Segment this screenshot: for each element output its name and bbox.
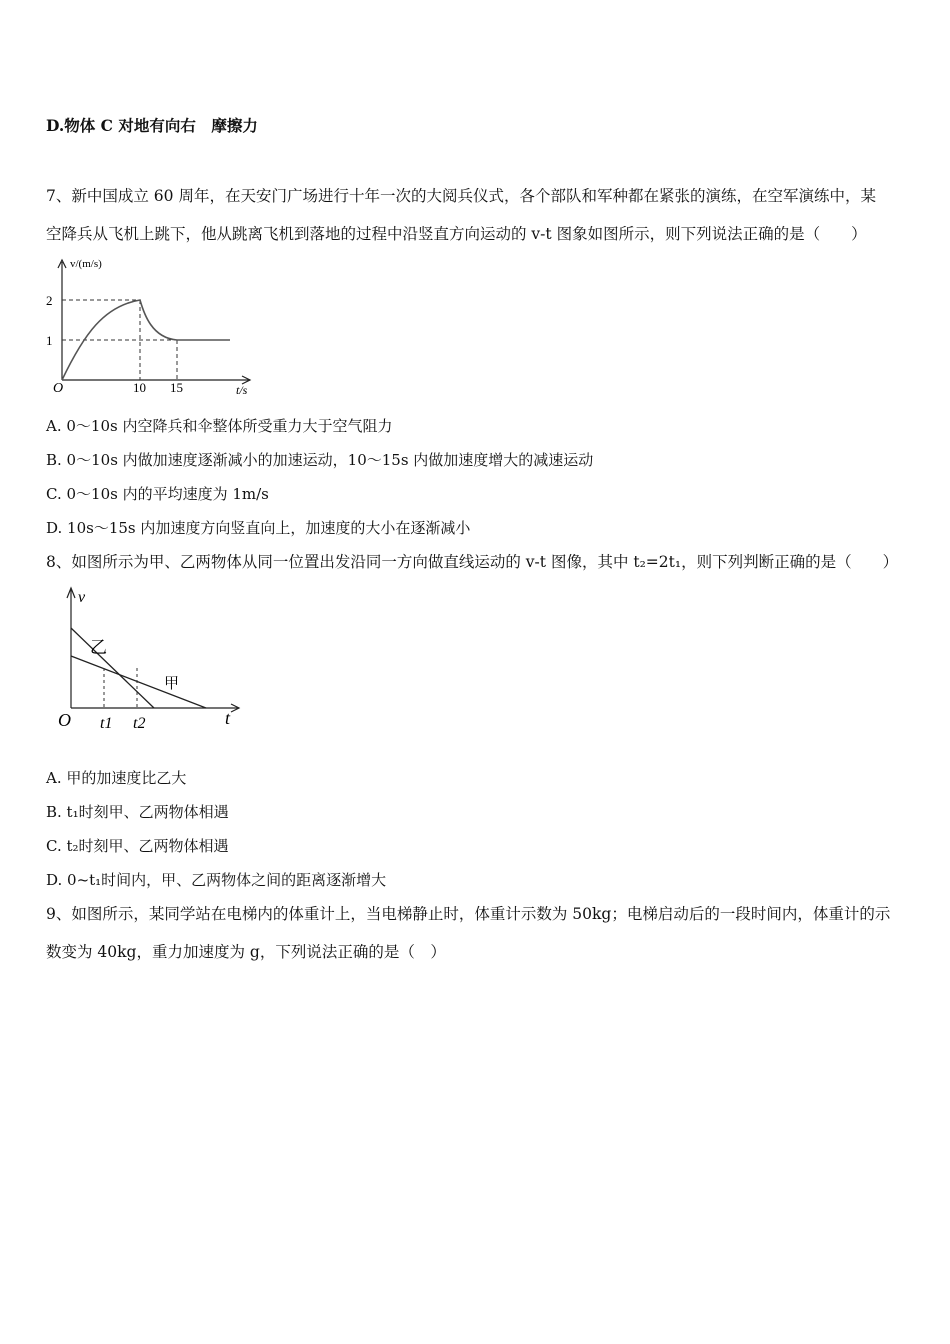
prev-option-d: D.物体 C 对地有向右 摩擦力 (46, 116, 258, 135)
q7-ytick-1: 1 (46, 333, 53, 348)
q7-option-c: C. 0～10s 内的平均速度为 1m/s (46, 485, 269, 503)
q7-origin-label: O (53, 381, 64, 396)
q7-x-label: t/s (236, 383, 248, 397)
q8-option-a: A. 甲的加速度比乙大 (46, 769, 187, 787)
q7-xtick-10: 10 (133, 380, 146, 395)
q8-origin-label: O (58, 710, 71, 730)
q8-line-yi (71, 628, 154, 708)
q9-stem-line2: 数变为 40kg，重力加速度为 g，下列说法正确的是（ ） (46, 943, 446, 961)
q8-t1-label: t1 (100, 715, 113, 732)
q7-y-label: v/(m/s) (70, 258, 102, 270)
q7-vt-graph (44, 254, 264, 400)
q8-line-jia (71, 656, 206, 708)
q8-option-b: B. t₁时刻甲、乙两物体相遇 (46, 803, 229, 821)
q7-option-d: D. 10s～15s 内加速度方向竖直向上，加速度的大小在逐渐减小 (46, 519, 471, 537)
q8-option-d: D. 0~t₁时间内，甲、乙两物体之间的距离逐渐增大 (46, 871, 387, 889)
q8-yi-label: 乙 (90, 638, 107, 657)
q7-stem-line1: 7、新中国成立 60 周年，在天安门广场进行十年一次的大阅兵仪式，各个部队和军种都在紧张的演练，在空军演练中，某 (46, 187, 876, 205)
q8-vt-graph (54, 584, 254, 740)
q8-x-label: t (225, 708, 231, 728)
q8-y-label: v (78, 589, 86, 606)
q7-stem-line2: 空降兵从飞机上跳下，他从跳离飞机到落地的过程中沿竖直方向运动的 v-t 图象如图所示，则下列说法正确的是（ ） (46, 225, 867, 243)
q8-t2-label: t2 (133, 715, 146, 732)
q7-ytick-2: 2 (46, 293, 53, 308)
q7-option-b: B. 0～10s 内做加速度逐渐减小的加速运动，10～15s 内做加速度增大的减速运动 (46, 451, 594, 469)
q9-stem-line1: 9、如图所示，某同学站在电梯内的体重计上，当电梯静止时，体重计示数为 50kg；电梯启动后的一段时间内，体重计的示 (46, 905, 891, 923)
q7-xtick-15: 15 (170, 380, 183, 395)
q7-option-a: A. 0～10s 内空降兵和伞整体所受重力大于空气阻力 (46, 417, 393, 435)
q8-option-c: C. t₂时刻甲、乙两物体相遇 (46, 837, 229, 855)
q8-jia-label: 甲 (164, 676, 180, 692)
q8-stem-line1: 8、如图所示为甲、乙两物体从同一位置出发沿同一方向做直线运动的 v-t 图像，其中 t₂=2t₁，则下列判断正确的是（ ） (46, 553, 899, 571)
